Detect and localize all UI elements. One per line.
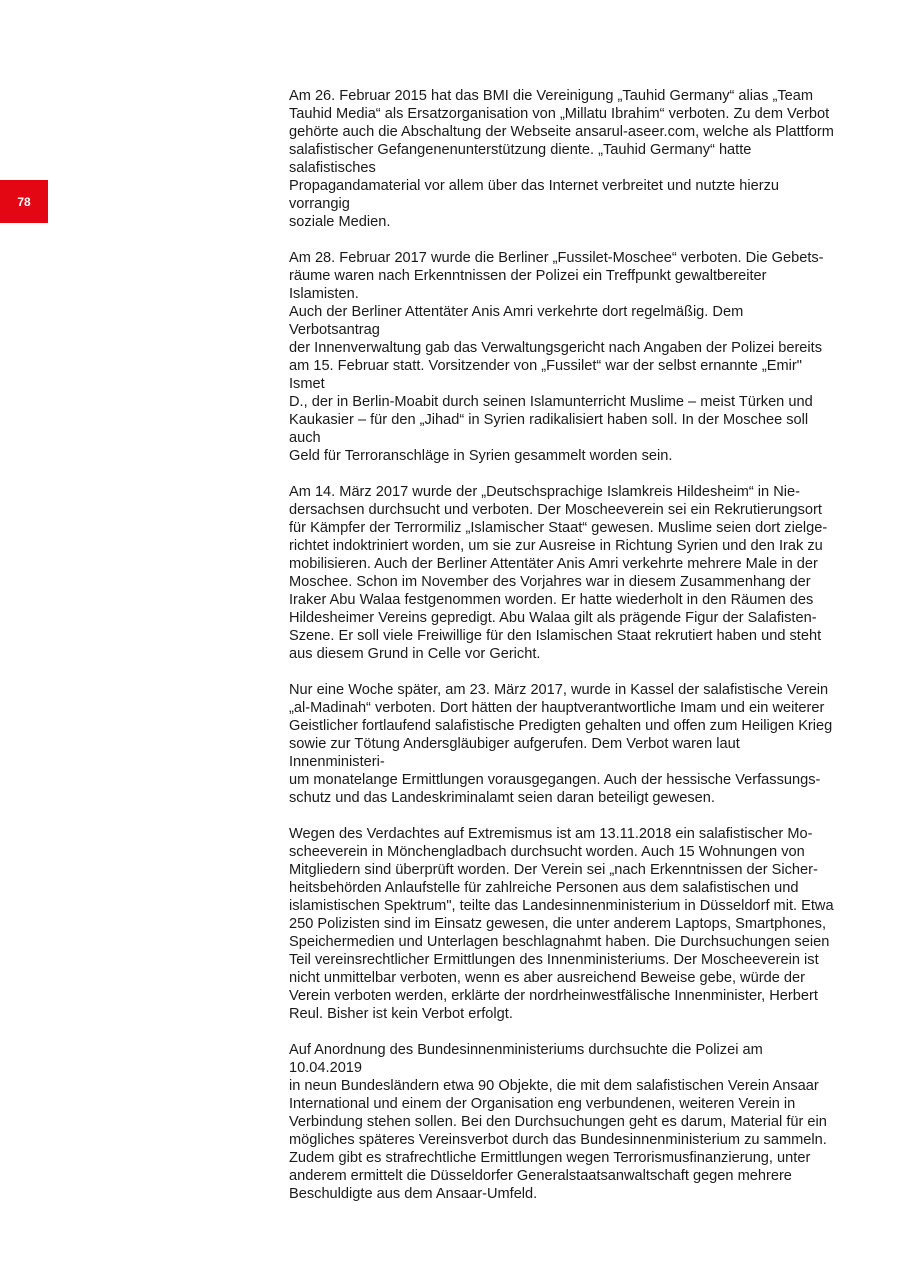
page-number: 78 bbox=[17, 194, 31, 209]
paragraph-ban-tauhid-germany: Am 26. Februar 2015 hat das BMI die Vereinigung „Tauhid Germany“ alias „Team Tauhid Media“ als Ersatzorganisation von „Millatu Ibrahim“ verboten. Zu dem Verbot gehörte auch die Abschaltung der Webseite ansarul-aseer.com, welche als Plattform salafistischer Gefangenenunterstützung diente. „Tauhid Germany“ hatte salafistisches Propagandamaterial vor allem über das Internet verbreitet und nutzte hierzu vorrangig soziale Medien. bbox=[289, 88, 834, 230]
paragraph-search-moenchengladbach: Wegen des Verdachtes auf Extremismus ist am 13.11.2018 ein salafistischer Mo- scheeverein in Mönchengladbach durchsucht worden. Auch 15 Wohnungen von Mitgliedern sind überprüft worden. Der Verein sei „nach Erkenntnissen der Sicher- heitsbehörden Anlaufstelle für zahlreiche Personen aus dem salafistischen und islamistischen Spektrum", teilte das Landesinnenministerium in Düsseldorf mit. Etwa 250 Polizisten sind im Einsatz gewesen, die unter anderem Laptops, Smartphones, Speichermedien und Unterlagen beschlagnahmt haben. Die Durchsuchungen seien Teil vereinsrechtlicher Ermittlungen des Innenministeriums. Der Moscheeverein ist nicht unmittelbar verboten, wenn es aber ausreichend Beweise gebe, würde der Verein verboten werden, erklärte der nordrheinwestfälische Innenminister, Herbert Reul. Bisher ist kein Verbot erfolgt. bbox=[289, 826, 834, 1022]
paragraph-ban-islamkreis-hildesheim: Am 14. März 2017 wurde der „Deutschsprachige Islamkreis Hildesheim“ in Nie- dersachsen durchsucht und verboten. Der Moscheeverein sei ein Rekrutierungsort für Kämpfer der Terrormiliz „Islamischer Staat“ gewesen. Muslime seien dort zielge- richtet indoktriniert worden, um sie zur Ausreise in Richtung Syrien und den Irak zu mobilisieren. Auch der Berliner Attentäter Anis Amri verkehrte mehrere Male in der Moschee. Schon im November des Vorjahres war in diesem Zusammenhang der Iraker Abu Walaa festgenommen worden. Er hatte wiederholt in den Räumen des Hildesheimer Vereins gepredigt. Abu Walaa gilt als prägende Figur der Salafisten- Szene. Er soll viele Freiwillige für den Islamischen Staat rekrutiert haben und steht aus diesem Grund in Celle vor Gericht. bbox=[289, 484, 828, 662]
paragraph-ban-al-madinah: Nur eine Woche später, am 23. März 2017, wurde in Kassel der salafistische Verein „al-Madinah“ verboten. Dort hätten der hauptverantwortliche Imam und ein weiterer Geistlicher fortlaufend salafistische Predigten gehalten und offen zum Heiligen Krieg sowie zur Tötung Andersgläubiger aufgerufen. Dem Verbot waren laut Innenministeri- um monatelange Ermittlungen vorausgegangen. Auch der hessische Verfassungs- schutz und das Landeskriminalamt seien daran beteiligt gewesen. bbox=[289, 682, 833, 806]
paragraph-ban-fussilet-moschee: Am 28. Februar 2017 wurde die Berliner „Fussilet-Moschee“ verboten. Die Gebets- räume waren nach Erkenntnissen der Polizei ein Treffpunkt gewaltbereiter Islamisten. Auch der Berliner Attentäter Anis Amri verkehrte dort regelmäßig. Dem Verbotsantrag der Innenverwaltung gab das Verwaltungsgericht nach Angaben der Polizei bereits am 15. Februar statt. Vorsitzender von „Fussilet“ war der selbst ernannte „Emir" Ismet D., der in Berlin-Moabit durch seinen Islamunterricht Muslime – meist Türken und Kaukasier – für den „Jihad“ in Syrien radikalisiert haben soll. In der Moschee soll auch Geld für Terroranschläge in Syrien gesammelt worden sein. bbox=[289, 250, 824, 464]
body-text bbox=[289, 87, 837, 1221]
page-number-tab bbox=[0, 180, 48, 223]
paragraph-search-ansaar-international: Auf Anordnung des Bundesinnenministeriums durchsuchte die Polizei am 10.04.2019 in neun Bundesländern etwa 90 Objekte, die mit dem salafistischen Verein Ansaar International und einem der Organisation eng verbundenen, weiteren Verein in Verbindung stehen sollen. Bei den Durchsuchungen geht es darum, Material für ein mögliches späteres Vereinsverbot durch das Bundesinnenministerium zu sammeln. Zudem gibt es strafrechtliche Ermittlungen wegen Terrorismusfinanzierung, unter anderem ermittelt die Düsseldorfer Generalstaatsanwaltschaft gegen mehrere Beschuldigte aus dem Ansaar-Umfeld. bbox=[289, 1042, 827, 1202]
